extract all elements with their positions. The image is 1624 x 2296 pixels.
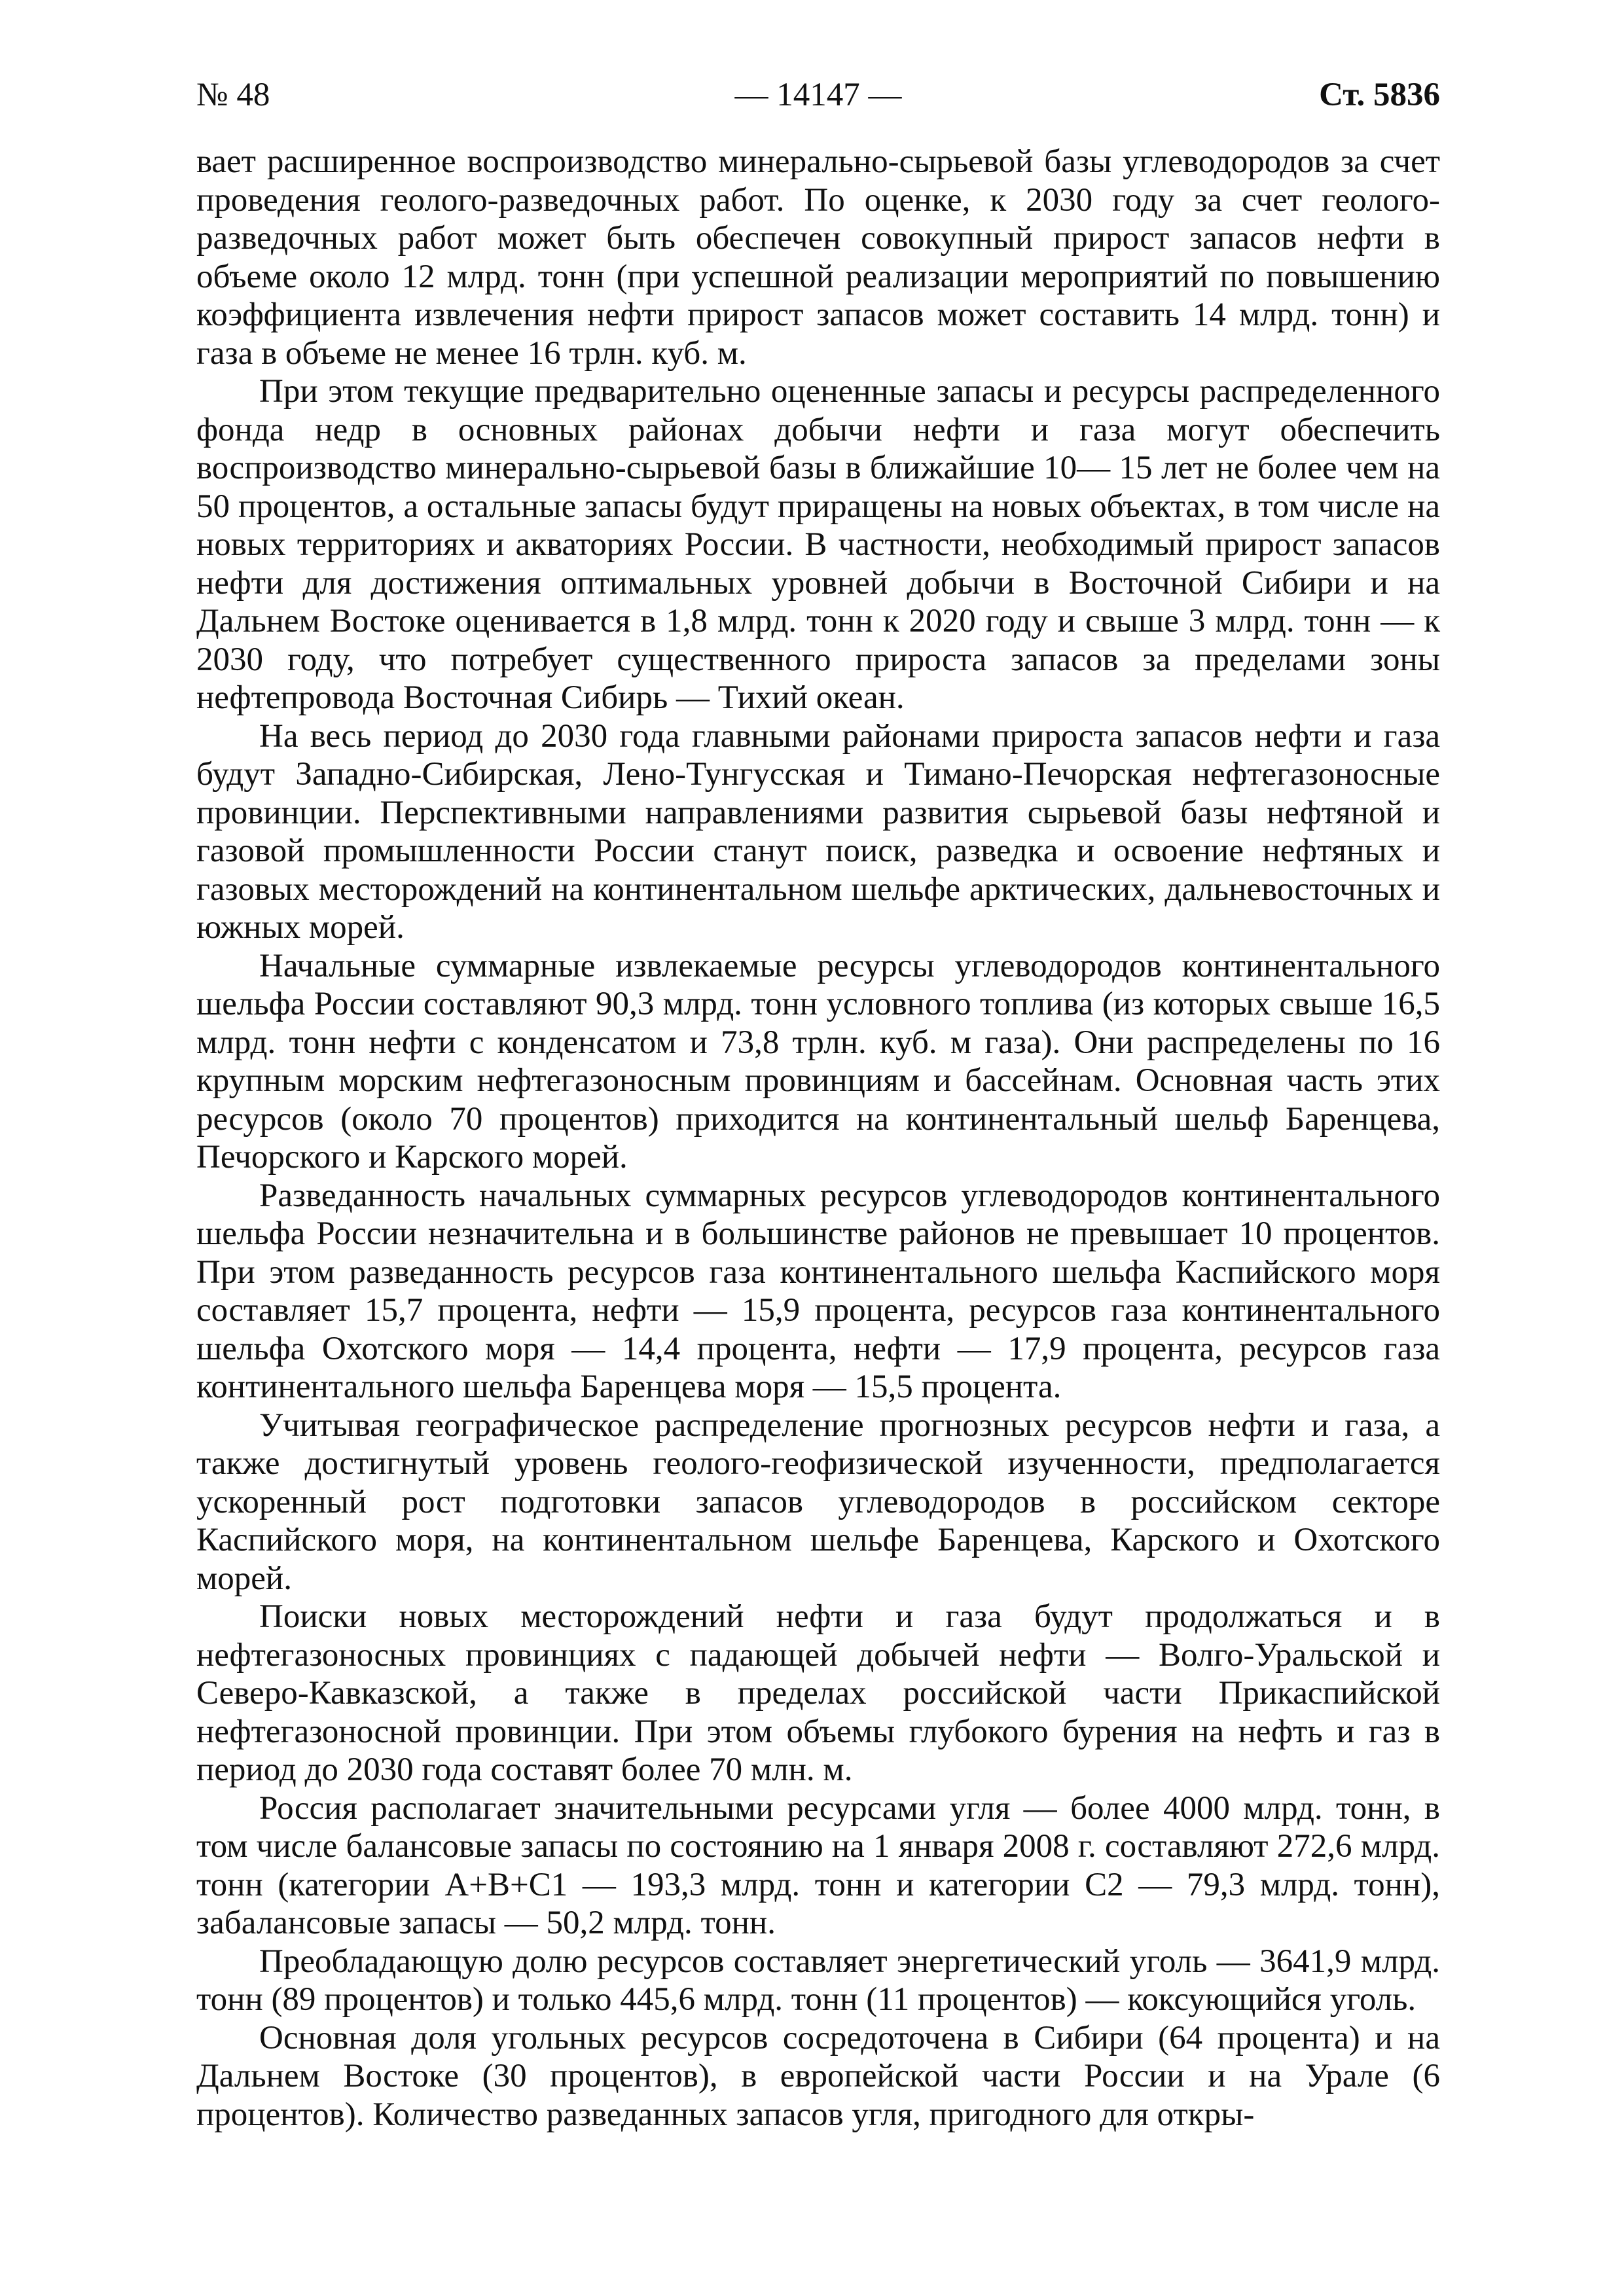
paragraph: Поиски новых месторождений нефти и газа будут продолжаться и в нефтегазоносных провинциях с падающей добычей нефти — Волго-Уральской и Северо-Кавказской, а также в пределах российской части Прикаспийской нефтегазоносной провинции. При этом объемы глубокого бурения на нефть и газ в период до 2030 года составят более 70 млн. м.: [196, 1598, 1440, 1788]
paragraph: Россия располагает значительными ресурсами угля — более 4000 млрд. тонн, в том числе балансовые запасы по состоянию на 1 января 2008 г. составляют 272,6 млрд. тонн (категории А+В+С1 — 193,3 млрд. тонн и категории С2 — 79,3 млрд. тонн), забалансовые запасы — 50,2 млрд. тонн.: [196, 1789, 1440, 1941]
paragraph: При этом текущие предварительно оцененные запасы и ресурсы распределенного фонда недр в основных районах добычи нефти и газа могут обеспечить воспроизводство минерально-сырьевой базы в ближайшие 10— 15 лет не более чем на 50 процентов, а остальные запасы будут приращены на новых объектах, в том числе на новых территориях и акваториях России. В частности, необходимый прирост запасов нефти для достижения оптимальных уровней добычи в Восточной Сибири и на Дальнем Востоке оценивается в 1,8 млрд. тонн к 2020 году и свыше 3 млрд. тонн — к 2030 году, что потребует существенного прироста запасов за пределами зоны нефтепровода Восточная Сибирь — Тихий океан.: [196, 373, 1440, 716]
paragraph: вает расширенное воспроизводство минерально-сырьевой базы углеводородов за счет проведения геолого-разведочных работ. По оценке, к 2030 году за счет геолого-разведочных работ может быть обеспечен совокупный прирост запасов нефти в объеме около 12 млрд. тонн (при успешной реализации мероприятий по повышению коэффициента извлечения нефти прирост запасов может составить 14 млрд. тонн) и газа в объеме не менее 16 трлн. куб. м.: [196, 143, 1440, 372]
paragraph: Начальные суммарные извлекаемые ресурсы углеводородов континентального шельфа России составляют 90,3 млрд. тонн условного топлива (из которых свыше 16,5 млрд. тонн нефти с конденсатом и 73,8 трлн. куб. м газа). Они распределены по 16 крупным морским нефтегазоносным провинциям и бассейнам. Основная часть этих ресурсов (около 70 процентов) приходится на континентальный шельф Баренцева, Печорского и Карского морей.: [196, 947, 1440, 1175]
paragraph: Разведанность начальных суммарных ресурсов углеводородов континентального шельфа России незначительна и в большинстве районов не превышает 10 процентов. При этом разведанность ресурсов газа континентального шельфа Каспийского моря составляет 15,7 процента, нефти — 15,9 процента, ресурсов газа континентального шельфа Охотского моря — 14,4 процента, нефти — 17,9 процента, ресурсов газа континентального шельфа Баренцева моря — 15,5 процента.: [196, 1177, 1440, 1405]
article-number: Ст. 5836: [1319, 77, 1440, 113]
document-body: [196, 143, 1440, 2134]
paragraph: Преобладающую долю ресурсов составляет энергетический уголь — 3641,9 млрд. тонн (89 процентов) и только 445,6 млрд. тонн (11 процентов) — коксующийся уголь.: [196, 1943, 1440, 2018]
paragraph: Учитывая географическое распределение прогнозных ресурсов нефти и газа, а также достигнутый уровень геолого-геофизической изученности, предполагается ускоренный рост подготовки запасов углеводородов в российском секторе Каспийского моря, на континентальном шельфе Баренцева, Карского и Охотского морей.: [196, 1407, 1440, 1597]
document-page: [196, 65, 1440, 2134]
page-number: — 14147 —: [734, 77, 902, 113]
issue-number: № 48: [196, 77, 270, 113]
paragraph: На весь период до 2030 года главными районами прироста запасов нефти и газа будут Западно-Сибирская, Лено-Тунгусская и Тимано-Печорская нефтегазоносные провинции. Перспективными направлениями развития сырьевой базы нефтяной и газовой промышленности России станут поиск, разведка и освоение нефтяных и газовых месторождений на континентальном шельфе арктических, дальневосточных и южных морей.: [196, 717, 1440, 946]
paragraph: Основная доля угольных ресурсов сосредоточена в Сибири (64 процента) и на Дальнем Востоке (30 процентов), в европейской части России и на Урале (6 процентов). Количество разведанных запасов угля, пригодного для откры-: [196, 2019, 1440, 2133]
page-header: [196, 65, 1440, 124]
